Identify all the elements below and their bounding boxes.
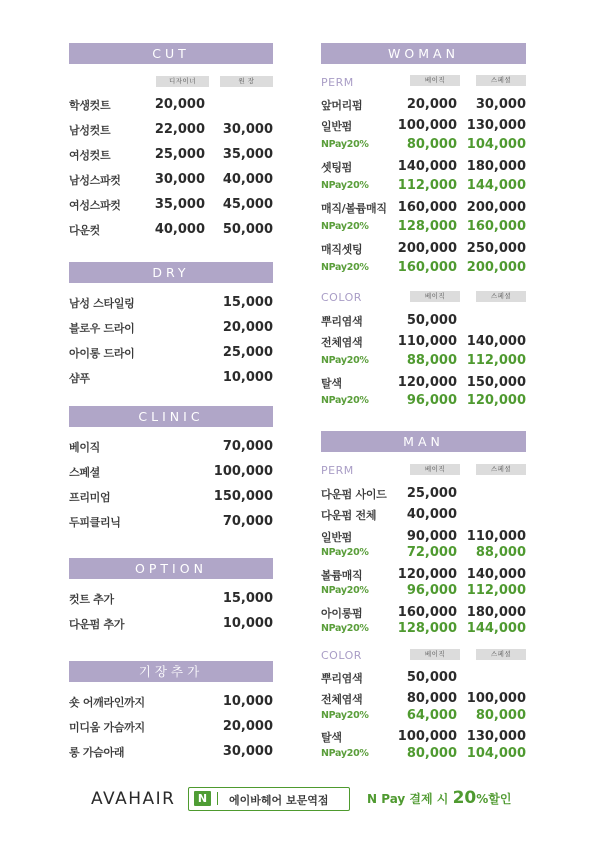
service-name: 롱 가슴아래 <box>69 746 125 759</box>
price-basic: 100,000 <box>397 118 457 133</box>
price-special: 104,000 <box>466 137 526 152</box>
price-special: 250,000 <box>466 241 526 256</box>
price: 70,000 <box>222 514 273 529</box>
service-name: 프리미엄 <box>69 491 111 504</box>
price-row <box>69 172 273 190</box>
service-name: 전체염색 <box>321 693 363 706</box>
price-special: 130,000 <box>466 118 526 133</box>
cut-header: CUT <box>69 43 273 64</box>
promo-suffix: 할인 <box>488 792 512 806</box>
price-basic: 22,000 <box>154 122 205 137</box>
woman-perm-basic-pill: 베이직 <box>410 75 460 86</box>
woman-color-label: COLOR <box>321 291 362 304</box>
price-row <box>321 507 526 525</box>
price-special: 112,000 <box>466 583 526 598</box>
service-name: 뿌리염색 <box>321 315 363 328</box>
service-name: 일반펌 <box>321 120 352 133</box>
store-divider <box>217 792 218 805</box>
price-special: 35,000 <box>222 147 273 162</box>
price-row <box>69 514 273 532</box>
npay-label: NPay20% <box>321 355 369 366</box>
service-name: 탈색 <box>321 377 342 390</box>
service-name: 베이직 <box>69 441 100 454</box>
price-special: 150,000 <box>466 375 526 390</box>
man-color-special-pill: 스페셜 <box>476 649 526 660</box>
store-name: 에이바헤어 보문역점 <box>229 794 329 807</box>
npay-price-row <box>321 621 526 639</box>
price-basic: 80,000 <box>406 137 457 152</box>
price-row <box>321 729 526 747</box>
price-basic: 40,000 <box>406 507 457 522</box>
service-name: 스페셜 <box>69 466 100 479</box>
price-special: 88,000 <box>475 545 526 560</box>
npay-label: NPay20% <box>321 585 369 596</box>
service-name: 여성컷트 <box>69 149 111 162</box>
price-row <box>69 489 273 507</box>
price-basic: 80,000 <box>406 691 457 706</box>
price-row <box>69 370 273 388</box>
price-special: 112,000 <box>466 353 526 368</box>
price-special: 140,000 <box>466 334 526 349</box>
npay-label: NPay20% <box>321 139 369 150</box>
price: 70,000 <box>222 439 273 454</box>
price-special: 80,000 <box>475 708 526 723</box>
price-special: 200,000 <box>466 260 526 275</box>
price-basic: 128,000 <box>397 219 457 234</box>
npay-label: NPay20% <box>321 710 369 721</box>
npay-price-row <box>321 746 526 764</box>
service-name: 탈색 <box>321 731 342 744</box>
man-perm-label: PERM <box>321 464 354 477</box>
price-basic: 160,000 <box>397 200 457 215</box>
price-basic: 128,000 <box>397 621 457 636</box>
npay-label: NPay20% <box>321 623 369 634</box>
npay-price-row <box>321 219 526 237</box>
price-basic: 112,000 <box>397 178 457 193</box>
service-name: 뿌리염색 <box>321 672 363 685</box>
price-row <box>321 670 526 688</box>
price-special: 180,000 <box>466 605 526 620</box>
service-name: 매직/볼륨매직 <box>321 202 387 215</box>
price-basic: 80,000 <box>406 746 457 761</box>
promo-percent: % <box>476 792 489 806</box>
service-name: 남성 스타일링 <box>69 297 135 310</box>
price-basic: 90,000 <box>406 529 457 544</box>
price-special: 50,000 <box>222 222 273 237</box>
woman-perm-special-pill: 스페셜 <box>476 75 526 86</box>
service-name: 여성스파컷 <box>69 199 121 212</box>
npay-label: NPay20% <box>321 221 369 232</box>
price-row <box>321 313 526 331</box>
footer <box>0 786 595 816</box>
price-row <box>321 159 526 177</box>
length-header: 기장추가 <box>69 661 273 682</box>
price-row <box>69 295 273 313</box>
price-special: 180,000 <box>466 159 526 174</box>
service-name: 숏 어깨라인까지 <box>69 696 145 709</box>
price-row <box>69 197 273 215</box>
price-row <box>321 241 526 259</box>
price-special: 30,000 <box>475 97 526 112</box>
price-basic: 25,000 <box>154 147 205 162</box>
price: 20,000 <box>222 320 273 335</box>
service-name: 블로우 드라이 <box>69 322 135 335</box>
price-basic: 88,000 <box>406 353 457 368</box>
price-special: 110,000 <box>466 529 526 544</box>
npay-label: NPay20% <box>321 180 369 191</box>
naver-n-icon: N <box>194 791 211 806</box>
price-special: 144,000 <box>466 178 526 193</box>
service-name: 셋팅펌 <box>321 161 352 174</box>
price-row <box>321 334 526 352</box>
price-basic: 160,000 <box>397 260 457 275</box>
price-basic: 20,000 <box>154 97 205 112</box>
woman-color-special-pill: 스페셜 <box>476 291 526 302</box>
price: 10,000 <box>222 694 273 709</box>
price: 150,000 <box>213 489 273 504</box>
dry-header: DRY <box>69 262 273 283</box>
service-name: 볼륨매직 <box>321 569 363 582</box>
cut-designer-pill: 디자이너 <box>156 76 209 87</box>
service-name: 남성스파컷 <box>69 174 121 187</box>
price-row <box>69 97 273 115</box>
npay-price-row <box>321 178 526 196</box>
service-name: 아이롱 드라이 <box>69 347 135 360</box>
price-basic: 200,000 <box>397 241 457 256</box>
price-row <box>69 147 273 165</box>
npay-price-row <box>321 137 526 155</box>
woman-color-basic-pill: 베이직 <box>410 291 460 302</box>
service-name: 남성컷트 <box>69 124 111 137</box>
price-basic: 120,000 <box>397 375 457 390</box>
price-row <box>321 375 526 393</box>
man-header: MAN <box>321 431 526 452</box>
man-perm-special-pill: 스페셜 <box>476 464 526 475</box>
npay-price-row <box>321 545 526 563</box>
service-name: 아이롱펌 <box>321 607 363 620</box>
price-basic: 35,000 <box>154 197 205 212</box>
price-basic: 96,000 <box>406 583 457 598</box>
man-perm-basic-pill: 베이직 <box>410 464 460 475</box>
price-row <box>69 345 273 363</box>
naver-store-link[interactable] <box>188 787 350 811</box>
npay-label: NPay20% <box>321 262 369 273</box>
npay-price-row <box>321 708 526 726</box>
price-basic: 120,000 <box>397 567 457 582</box>
npay-price-row <box>321 353 526 371</box>
npay-price-row <box>321 260 526 278</box>
price: 15,000 <box>222 295 273 310</box>
price-special: 30,000 <box>222 122 273 137</box>
price: 30,000 <box>222 744 273 759</box>
man-color-label: COLOR <box>321 649 362 662</box>
price-row <box>69 464 273 482</box>
cut-director-pill: 원 장 <box>220 76 273 87</box>
price-row <box>69 744 273 762</box>
price-row <box>321 691 526 709</box>
price-row <box>69 439 273 457</box>
brand-logo: AVAHAIR <box>91 789 176 809</box>
price-basic: 20,000 <box>406 97 457 112</box>
price-basic: 160,000 <box>397 605 457 620</box>
service-name: 매직셋팅 <box>321 243 363 256</box>
price-basic: 72,000 <box>406 545 457 560</box>
service-name: 샴푸 <box>69 372 90 385</box>
price-basic: 96,000 <box>406 393 457 408</box>
service-name: 두피클리닉 <box>69 516 121 529</box>
price-row <box>69 222 273 240</box>
price-basic: 50,000 <box>406 670 457 685</box>
price-special: 140,000 <box>466 567 526 582</box>
price-row <box>321 97 526 115</box>
price: 20,000 <box>222 719 273 734</box>
price-basic: 30,000 <box>154 172 205 187</box>
npay-promo <box>367 788 511 808</box>
price: 25,000 <box>222 345 273 360</box>
price: 15,000 <box>222 591 273 606</box>
price-basic: 25,000 <box>406 486 457 501</box>
price-special: 104,000 <box>466 746 526 761</box>
service-name: 다운펌 사이드 <box>321 488 387 501</box>
service-name: 전체염색 <box>321 336 363 349</box>
price-special: 40,000 <box>222 172 273 187</box>
price: 100,000 <box>213 464 273 479</box>
service-name: 학생컷트 <box>69 99 111 112</box>
service-name: 일반펌 <box>321 531 352 544</box>
npay-price-row <box>321 393 526 411</box>
price-special: 45,000 <box>222 197 273 212</box>
price-row <box>69 320 273 338</box>
price-special: 100,000 <box>466 691 526 706</box>
service-name: 컷트 추가 <box>69 593 114 606</box>
price-row <box>69 694 273 712</box>
woman-header: WOMAN <box>321 43 526 64</box>
service-name: 앞머리펌 <box>321 99 363 112</box>
npay-label: NPay20% <box>321 748 369 759</box>
man-color-basic-pill: 베이직 <box>410 649 460 660</box>
clinic-header: CLINIC <box>69 406 273 427</box>
price: 10,000 <box>222 370 273 385</box>
npay-price-row <box>321 583 526 601</box>
price-row <box>69 591 273 609</box>
price-basic: 50,000 <box>406 313 457 328</box>
price-basic: 140,000 <box>397 159 457 174</box>
npay-label: NPay20% <box>321 395 369 406</box>
price-special: 130,000 <box>466 729 526 744</box>
option-header: OPTION <box>69 558 273 579</box>
promo-number: 20 <box>452 788 477 808</box>
price-basic: 40,000 <box>154 222 205 237</box>
woman-perm-label: PERM <box>321 76 354 89</box>
service-name: 다운펌 전체 <box>321 509 377 522</box>
price-row <box>69 616 273 634</box>
price-row <box>69 122 273 140</box>
service-name: 다운펌 추가 <box>69 618 125 631</box>
npay-label: NPay20% <box>321 547 369 558</box>
price-special: 120,000 <box>466 393 526 408</box>
price-basic: 100,000 <box>397 729 457 744</box>
price-special: 200,000 <box>466 200 526 215</box>
price-row <box>321 486 526 504</box>
price-basic: 110,000 <box>397 334 457 349</box>
price-row <box>69 719 273 737</box>
price-basic: 64,000 <box>406 708 457 723</box>
price-row <box>321 118 526 136</box>
price: 10,000 <box>222 616 273 631</box>
service-name: 미디움 가슴까지 <box>69 721 145 734</box>
price-special: 144,000 <box>466 621 526 636</box>
service-name: 다운컷 <box>69 224 100 237</box>
price-row <box>321 200 526 218</box>
promo-prefix: N Pay 결제 시 <box>367 792 453 806</box>
price-special: 160,000 <box>466 219 526 234</box>
